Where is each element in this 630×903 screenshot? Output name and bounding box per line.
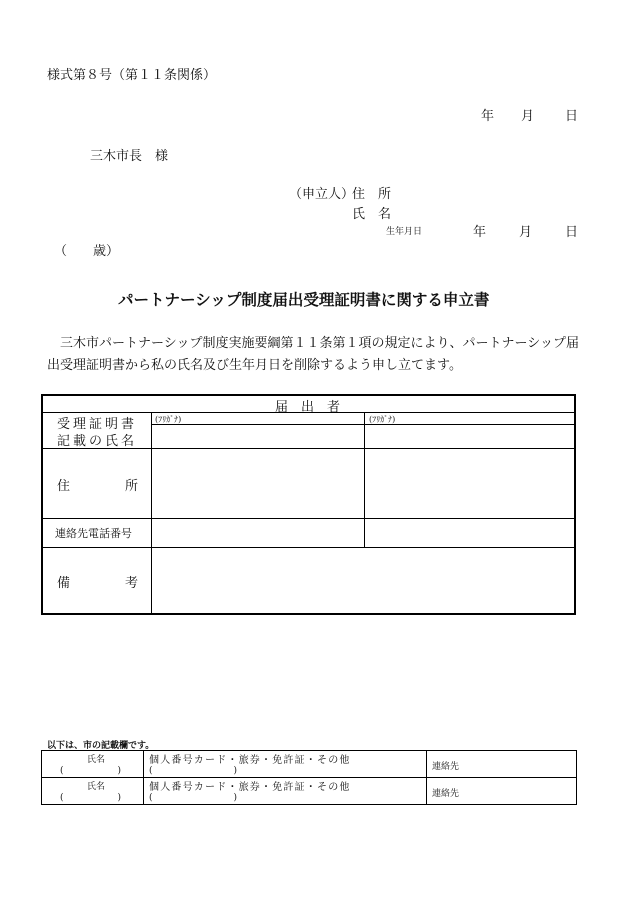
applicant-age: （ 歳）: [54, 244, 120, 259]
city-row-id-paren: ( ): [149, 793, 238, 803]
date-month-label: 月: [521, 109, 535, 124]
body-text: 三木市パートナーシップ制度実施要綱第１１条第１項の規定により、パートナーシップ届出受理証明書から私の氏名及び生年月日を削除するよう申し立てます。: [47, 336, 579, 373]
applicant-form-table: [41, 394, 576, 615]
table-column-rule: [426, 751, 427, 804]
address-label-2: 所: [125, 479, 139, 494]
city-row-name-paren: ( ): [60, 766, 122, 776]
city-row-id-paren: ( ): [149, 766, 238, 776]
address-label: 住: [57, 479, 71, 494]
applicant-label: （申立人）: [289, 187, 355, 202]
city-row-name-label: 氏名: [87, 755, 106, 765]
city-record-table: [41, 750, 577, 805]
addressee: 三木市長 様: [90, 149, 169, 164]
city-row-contact-label: 連絡先: [432, 789, 460, 799]
applicant-address-label: 住 所: [352, 187, 392, 202]
city-row-contact-label: 連絡先: [432, 762, 460, 772]
furigana-label: (ﾌﾘｶﾞﾅ): [155, 415, 182, 424]
name-label-line2: 記載の氏名: [57, 434, 138, 449]
city-section-caption: 以下は、市の記載欄です。: [47, 741, 155, 751]
table-column-rule: [143, 751, 144, 804]
city-row-name-label: 氏名: [87, 782, 106, 792]
birth-year-label: 年: [473, 225, 487, 240]
applicant-name-label: 氏 名: [352, 207, 392, 222]
table-column-rule: [151, 412, 152, 615]
city-row-name-paren: ( ): [60, 793, 122, 803]
birth-day-label: 日: [565, 225, 579, 240]
name-label-line1: 受理証明書: [57, 417, 138, 432]
table-column-rule: [364, 412, 365, 547]
city-row-id-label: 個人番号カード・旅券・免許証・その他: [149, 755, 351, 766]
date-year-label: 年: [481, 109, 495, 124]
birth-month-label: 月: [519, 225, 533, 240]
form-number: 様式第８号（第１１条関係）: [47, 68, 217, 83]
table-rule: [43, 547, 574, 548]
date-day-label: 日: [565, 109, 579, 124]
applicant-birth-label: 生年月日: [386, 227, 423, 237]
table-rule: [43, 518, 574, 519]
furigana-rule: [151, 424, 574, 425]
table-header: 届 出 者: [275, 400, 341, 415]
remarks-label: 備: [57, 576, 71, 591]
phone-label: 連絡先電話番号: [55, 527, 132, 540]
city-row-id-label: 個人番号カード・旅券・免許証・その他: [149, 782, 351, 793]
document-title: パートナーシップ制度届出受理証明書に関する申立書: [118, 291, 490, 309]
remarks-label-2: 考: [125, 576, 139, 591]
furigana-label: (ﾌﾘｶﾞﾅ): [369, 415, 396, 424]
